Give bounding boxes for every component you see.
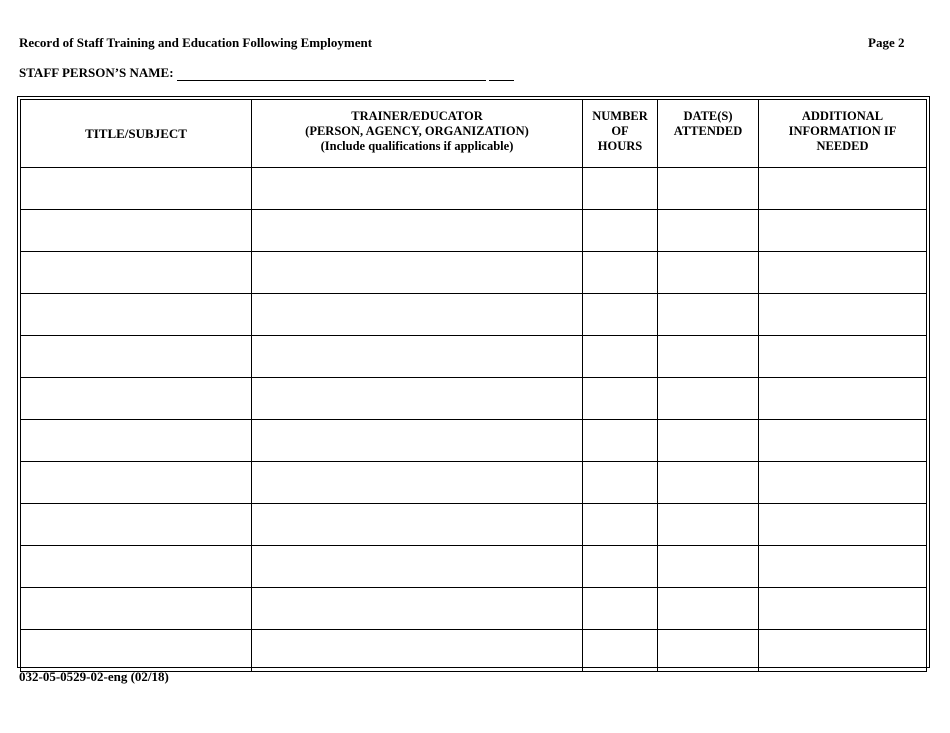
table-row	[21, 504, 927, 546]
additional-info-cell[interactable]	[759, 168, 927, 210]
title-subject-cell[interactable]	[21, 168, 252, 210]
number-of-hours-cell[interactable]	[583, 294, 658, 336]
table-row	[21, 420, 927, 462]
title-subject-cell[interactable]	[21, 210, 252, 252]
dates-attended-cell[interactable]	[658, 630, 759, 672]
trainer-educator-cell[interactable]	[252, 252, 583, 294]
column-header-line: HOURS	[597, 139, 643, 153]
column-header-number-of-hours	[583, 100, 658, 168]
table-row	[21, 210, 927, 252]
title-subject-cell[interactable]	[21, 588, 252, 630]
column-header-line: ATTENDED	[673, 124, 743, 138]
column-header-additional-information	[759, 100, 927, 168]
additional-info-cell[interactable]	[759, 420, 927, 462]
column-header-line: INFORMATION IF	[788, 124, 897, 138]
column-header-line: (PERSON, AGENCY, ORGANIZATION)	[305, 124, 529, 138]
dates-attended-cell[interactable]	[658, 504, 759, 546]
additional-info-cell[interactable]	[759, 630, 927, 672]
number-of-hours-cell[interactable]	[583, 546, 658, 588]
trainer-educator-cell[interactable]	[252, 210, 583, 252]
title-subject-cell[interactable]	[21, 462, 252, 504]
staff-name-label: STAFF PERSON’S NAME:	[19, 65, 174, 80]
title-subject-cell[interactable]	[21, 252, 252, 294]
table-row	[21, 336, 927, 378]
number-of-hours-cell[interactable]	[583, 168, 658, 210]
number-of-hours-cell[interactable]	[583, 504, 658, 546]
dates-attended-cell[interactable]	[658, 420, 759, 462]
title-subject-cell[interactable]	[21, 504, 252, 546]
page-number: Page 2	[868, 35, 905, 50]
title-subject-cell[interactable]	[21, 294, 252, 336]
column-header-line: DATE(S)	[683, 109, 733, 123]
additional-info-cell[interactable]	[759, 546, 927, 588]
table-row	[21, 378, 927, 420]
training-table-frame	[17, 96, 930, 668]
dates-attended-cell[interactable]	[658, 168, 759, 210]
additional-info-cell[interactable]	[759, 378, 927, 420]
column-header-dates-attended	[658, 100, 759, 168]
table-row	[21, 588, 927, 630]
title-subject-cell[interactable]	[21, 630, 252, 672]
column-header-line: TITLE/SUBJECT	[85, 126, 187, 141]
additional-info-cell[interactable]	[759, 336, 927, 378]
additional-info-cell[interactable]	[759, 462, 927, 504]
document-title: Record of Staff Training and Education Following Employment	[19, 35, 373, 50]
staff-name-field-extension[interactable]	[489, 69, 514, 81]
trainer-educator-cell[interactable]	[252, 378, 583, 420]
number-of-hours-cell[interactable]	[583, 252, 658, 294]
training-table-body	[21, 168, 927, 672]
trainer-educator-cell[interactable]	[252, 294, 583, 336]
form-code: 032-05-0529-02-eng (02/18)	[19, 669, 169, 684]
title-subject-cell[interactable]	[21, 546, 252, 588]
table-row	[21, 630, 927, 672]
trainer-educator-cell[interactable]	[252, 504, 583, 546]
additional-info-cell[interactable]	[759, 252, 927, 294]
number-of-hours-cell[interactable]	[583, 336, 658, 378]
dates-attended-cell[interactable]	[658, 378, 759, 420]
column-header-line: TRAINER/EDUCATOR	[351, 109, 483, 123]
trainer-educator-cell[interactable]	[252, 546, 583, 588]
trainer-educator-cell[interactable]	[252, 462, 583, 504]
number-of-hours-cell[interactable]	[583, 462, 658, 504]
dates-attended-cell[interactable]	[658, 252, 759, 294]
number-of-hours-cell[interactable]	[583, 378, 658, 420]
table-row	[21, 462, 927, 504]
column-header-line: OF	[611, 124, 629, 138]
column-header-line: (Include qualifications if applicable)	[320, 139, 514, 153]
staff-name-row	[19, 65, 514, 81]
table-row	[21, 546, 927, 588]
trainer-educator-cell[interactable]	[252, 588, 583, 630]
dates-attended-cell[interactable]	[658, 336, 759, 378]
dates-attended-cell[interactable]	[658, 546, 759, 588]
table-row	[21, 168, 927, 210]
title-subject-cell[interactable]	[21, 336, 252, 378]
trainer-educator-cell[interactable]	[252, 420, 583, 462]
column-header-line: NUMBER	[592, 109, 648, 123]
staff-name-field[interactable]	[177, 69, 486, 81]
column-header-line: NEEDED	[816, 139, 869, 153]
column-header-trainer-educator	[252, 100, 583, 168]
additional-info-cell[interactable]	[759, 588, 927, 630]
column-header-title-subject	[21, 100, 252, 168]
table-row	[21, 294, 927, 336]
table-row	[21, 252, 927, 294]
number-of-hours-cell[interactable]	[583, 630, 658, 672]
title-subject-cell[interactable]	[21, 378, 252, 420]
table-header-row	[21, 100, 927, 168]
additional-info-cell[interactable]	[759, 294, 927, 336]
number-of-hours-cell[interactable]	[583, 420, 658, 462]
trainer-educator-cell[interactable]	[252, 168, 583, 210]
dates-attended-cell[interactable]	[658, 588, 759, 630]
additional-info-cell[interactable]	[759, 504, 927, 546]
trainer-educator-cell[interactable]	[252, 336, 583, 378]
dates-attended-cell[interactable]	[658, 462, 759, 504]
number-of-hours-cell[interactable]	[583, 588, 658, 630]
additional-info-cell[interactable]	[759, 210, 927, 252]
number-of-hours-cell[interactable]	[583, 210, 658, 252]
trainer-educator-cell[interactable]	[252, 630, 583, 672]
dates-attended-cell[interactable]	[658, 294, 759, 336]
column-header-line: ADDITIONAL	[801, 109, 884, 123]
title-subject-cell[interactable]	[21, 420, 252, 462]
training-table	[20, 99, 927, 672]
dates-attended-cell[interactable]	[658, 210, 759, 252]
